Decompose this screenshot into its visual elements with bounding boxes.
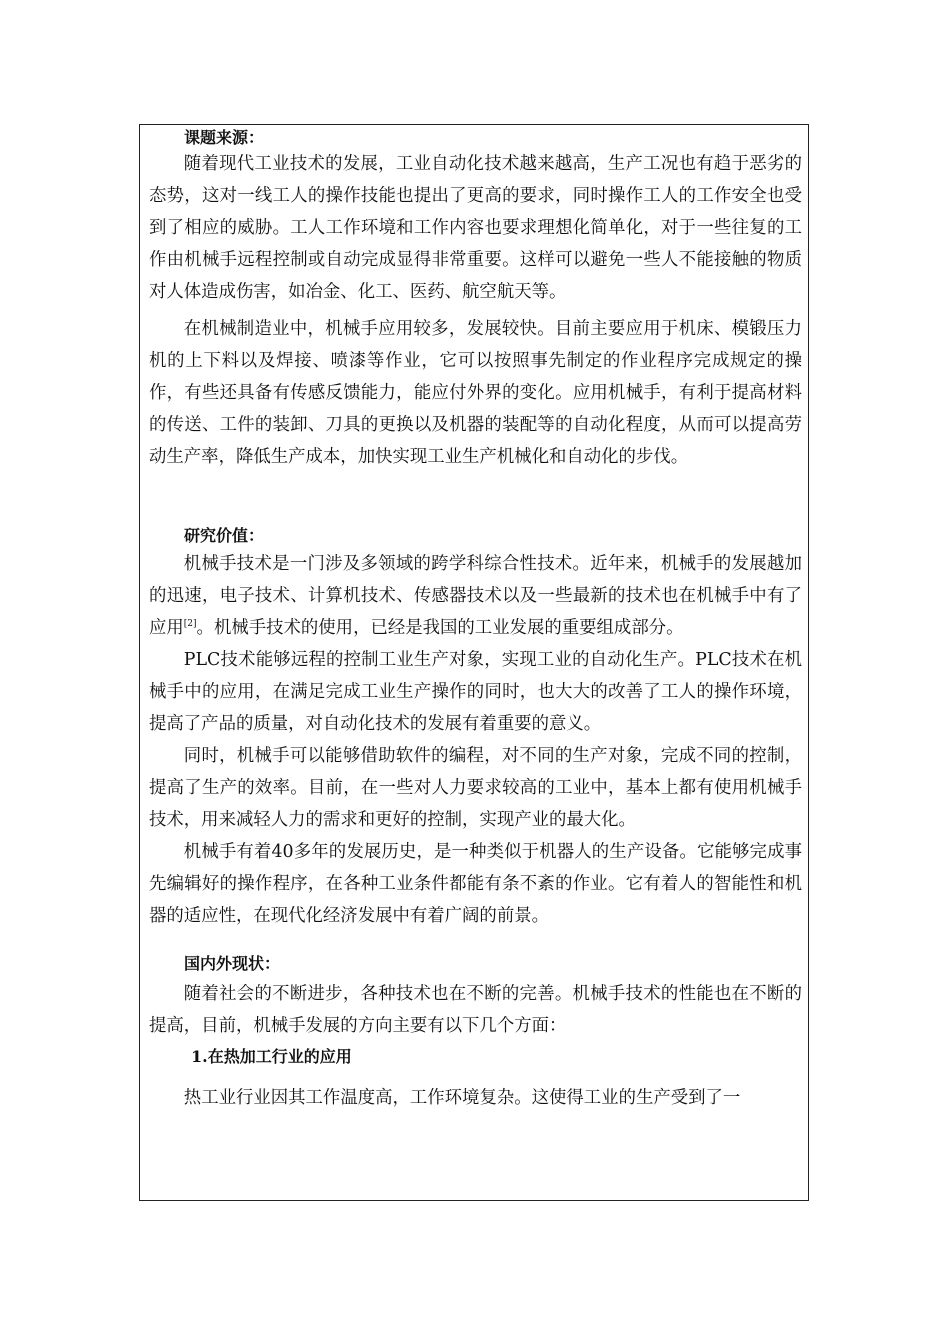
value-paragraph-1-text: 机械手技术是一门涉及多领域的跨学科综合性技术。近年来，机械手的发展越加的迅速，电子技术、计算机技术、传感器技术以及一些最新的技术也在机械手中有了应用: [149, 554, 802, 638]
proposal-table-cell: [139, 124, 809, 1201]
subheading-hot-working: 1.在热加工行业的应用: [191, 1047, 352, 1066]
value-paragraph-2: PLC技术能够远程的控制工业生产对象，实现工业的自动化生产。PLC技术在机械手中的应用，在满足完成工业生产操作的同时，也大大的改善了工人的操作环境，提高了产品的质量，对自动化技术的发展有着重要的意义。: [149, 650, 802, 734]
status-intro-paragraph: 随着社会的不断进步，各种技术也在不断的完善。机械手技术的性能也在不断的提高，目前，机械手发展的方向主要有以下几个方面：: [149, 984, 802, 1036]
heading-topic-source: 课题来源：: [184, 128, 265, 147]
heading-domestic-foreign-status: 国内外现状：: [184, 954, 281, 973]
hot-working-paragraph: 热工业行业因其工作温度高，工作环境复杂。这使得工业的生产受到了一: [183, 1088, 741, 1108]
source-paragraph-2: 在机械制造业中，机械手应用较多，发展较快。目前主要应用于机床、模锻压力机的上下料以及焊接、喷漆等作业，它可以按照事先制定的作业程序完成规定的操作，有些还具备有传感反馈能力，能应付外界的变化。应用机械手，有利于提高材料的传送、工件的装卸、刀具的更换以及机器的装配等的自动化程度，从而可以提高劳动生产率，降低生产成本，加快实现工业生产机械化和自动化的步伐。: [149, 319, 802, 467]
value-paragraph-1-tail: 。机械手技术的使用，已经是我国的工业发展的重要组成部分。: [196, 618, 684, 638]
heading-research-value: 研究价值：: [184, 526, 265, 545]
value-paragraph-4: 机械手有着40多年的发展历史，是一种类似于机器人的生产设备。它能够完成事先编辑好的操作程序，在各种工业条件都能有条不紊的作业。它有着人的智能性和机器的适应性，在现代化经济发展中有着广阔的前景。: [149, 842, 802, 926]
value-paragraph-3: 同时，机械手可以能够借助软件的编程，对不同的生产对象，完成不同的控制，提高了生产的效率。目前，在一些对人力要求较高的工业中，基本上都有使用机械手技术，用来减轻人力的需求和更好的控制，实现产业的最大化。: [149, 746, 802, 830]
citation-ref: [2]: [183, 619, 197, 629]
value-paragraph-1: [149, 548, 802, 644]
source-paragraph-1: 随着现代工业技术的发展，工业自动化技术越来越高，生产工况也有趋于恶劣的态势，这对一线工人的操作技能也提出了更高的要求，同时操作工人的工作安全也受到了相应的威胁。工人工作环境和工作内容也要求理想化简单化，对于一些往复的工作由机械手远程控制或自动完成显得非常重要。这样可以避免一些人不能接触的物质对人体造成伤害，如冶金、化工、医药、航空航天等。: [149, 154, 802, 302]
